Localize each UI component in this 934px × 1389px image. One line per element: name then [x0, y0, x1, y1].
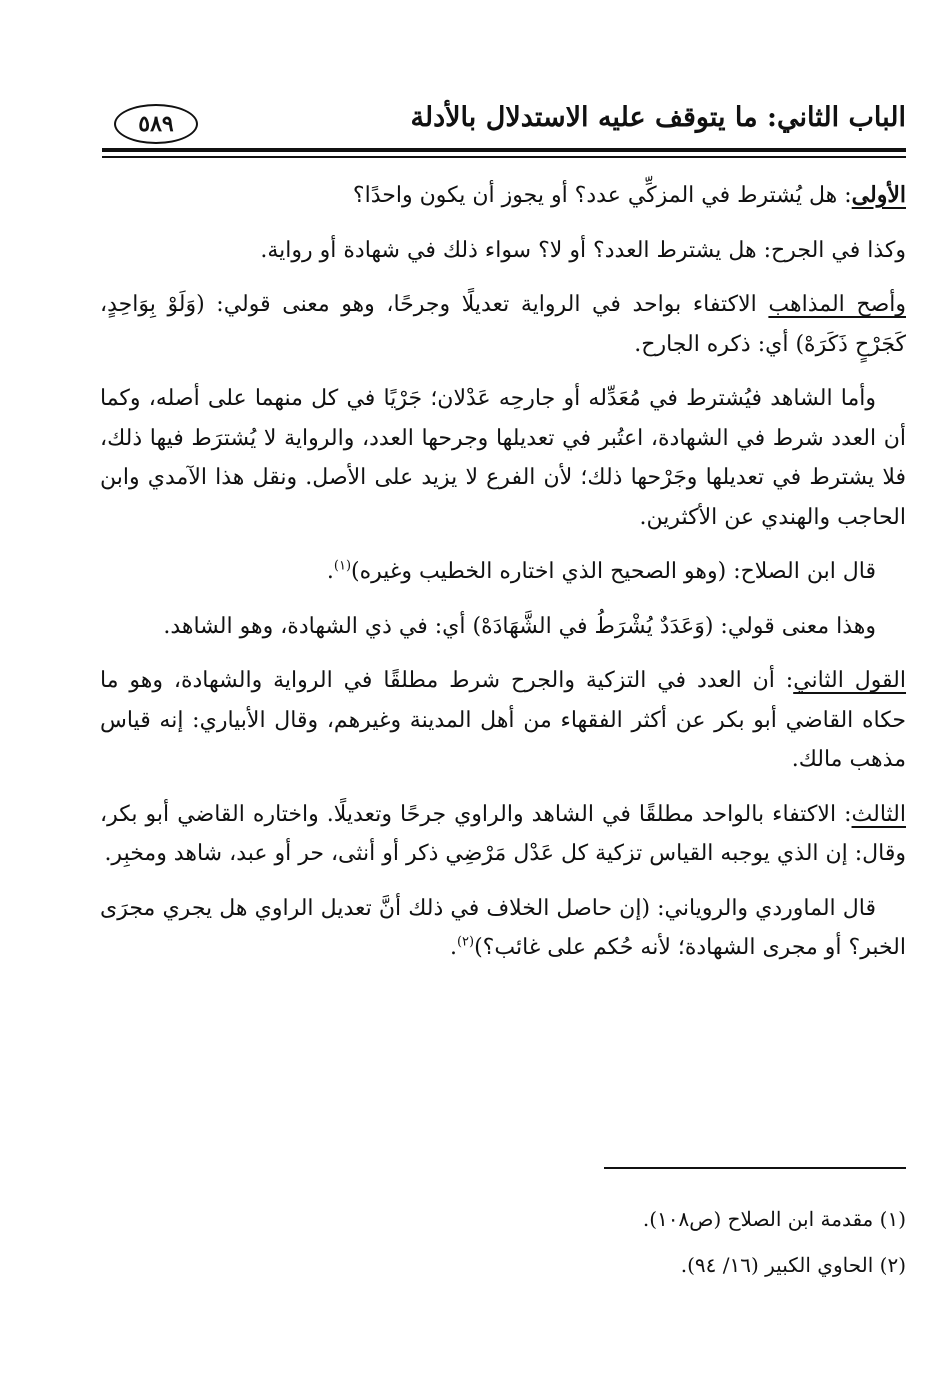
- paragraph-text: وهذا معنى قولي: (وَعَدَدٌ يُشْرَطُ في الشَّهَادَهْ) أي: في ذي الشهادة، وهو الشاهد.: [163, 613, 876, 639]
- header-rule-thin: [102, 156, 906, 158]
- paragraph-lead: الثالث: [851, 801, 906, 827]
- paragraph-second-opinion: [100, 661, 906, 780]
- page-number-badge: ٥٨٩: [114, 104, 198, 144]
- paragraph-end: .: [449, 935, 457, 960]
- footnote-1: (١) مقدمة ابن الصلاح (ص١٠٨).: [642, 1207, 906, 1231]
- paragraph-text: الاكتفاء بواحد في الرواية تعديلًا وجرحًا، وهو معنى قولي: (وَلَوْ بِوَاحِدٍ، كَجَرْحٍ ذَكَرَهْ) أي: ذكره الجارح.: [100, 292, 906, 357]
- footnote-separator: [604, 1167, 906, 1169]
- main-text: [100, 176, 906, 983]
- paragraph-text: وأما الشاهد فيُشترط في مُعَدِّله أو جارحِه عَدْلان؛ جَرْيًا في كل منهما على أصله، وكما أن العدد شرط في الشهادة، اعتُبر في تعديلها وجرحها العدد، والرواية لا يُشترَط فيها ذلك، فلا يشترط في تعديلها وجَرْحها ذلك؛ لأن الفرع لا يزيد على الأصل. ونقل هذا الآمدي وابن الحاجب والهندي عن الأكثرين.: [100, 386, 906, 530]
- header-rule-thick: [102, 148, 906, 152]
- paragraph-lead: الأولى: [851, 182, 906, 208]
- chapter-title: الباب الثاني: ما يتوقف عليه الاستدلال بالأدلة: [410, 102, 906, 133]
- footnote-2: (٢) الحاوي الكبير (١٦/ ٩٤).: [680, 1253, 906, 1277]
- paragraph-end: .: [326, 559, 334, 584]
- paragraph-text: وكذا في الجرح: هل يشترط العدد؟ أو لا؟ سواء ذلك في شهادة أو رواية.: [260, 237, 906, 263]
- footnote-ref-1[interactable]: (١): [333, 558, 352, 574]
- paragraph-meaning: [100, 607, 906, 647]
- paragraph-most-correct: [100, 285, 906, 364]
- paragraph-lead: القول الثاني: [793, 668, 907, 693]
- page-header: [104, 96, 906, 150]
- paragraph-jarh: [100, 231, 906, 271]
- paragraph-text: : الاكتفاء بالواحد مطلقًا في الشاهد والراوي جرحًا وتعديلًا. واختاره القاضي أبو بكر، وقال: إن الذي يوجبه القياس تزكية كل عَدْل مَرْضِي ذكر أو أنثى، حر أو عبد، شاهد ومخبِر.: [100, 801, 906, 866]
- paragraph-third-opinion: [100, 795, 906, 874]
- paragraph-text: : هل يُشترط في المزكِّي عدد؟ أو يجوز أن يكون واحدًا؟: [352, 183, 852, 208]
- paragraph-first-question: [100, 176, 906, 216]
- paragraph-ibn-salah: [100, 552, 906, 592]
- paragraph-text: قال ابن الصلاح: (وهو الصحيح الذي اختاره الخطيب وغيره): [351, 559, 876, 584]
- paragraph-text: قال الماوردي والروياني: (إن حاصل الخلاف في ذلك أنَّ تعديل الراوي هل يجري مجرَى الخبر؟ أو مجرى الشهادة؛ لأنه حُكم على غائب؟): [100, 895, 906, 960]
- footnote-ref-2[interactable]: (٢): [456, 934, 475, 950]
- paragraph-mawardi: [100, 889, 906, 968]
- footnotes: [100, 1196, 906, 1288]
- paragraph-witness: [100, 379, 906, 537]
- paragraph-text: : أن العدد في التزكية والجرح شرط مطلقًا في الرواية والشهادة، وهو ما حكاه القاضي أبو بكر عن أكثر الفقهاء من أهل المدينة وغيرهم، وقال الأبياري: إنه قياس مذهب مالك.: [100, 668, 906, 772]
- paragraph-lead: وأصح المذاهب: [768, 292, 906, 317]
